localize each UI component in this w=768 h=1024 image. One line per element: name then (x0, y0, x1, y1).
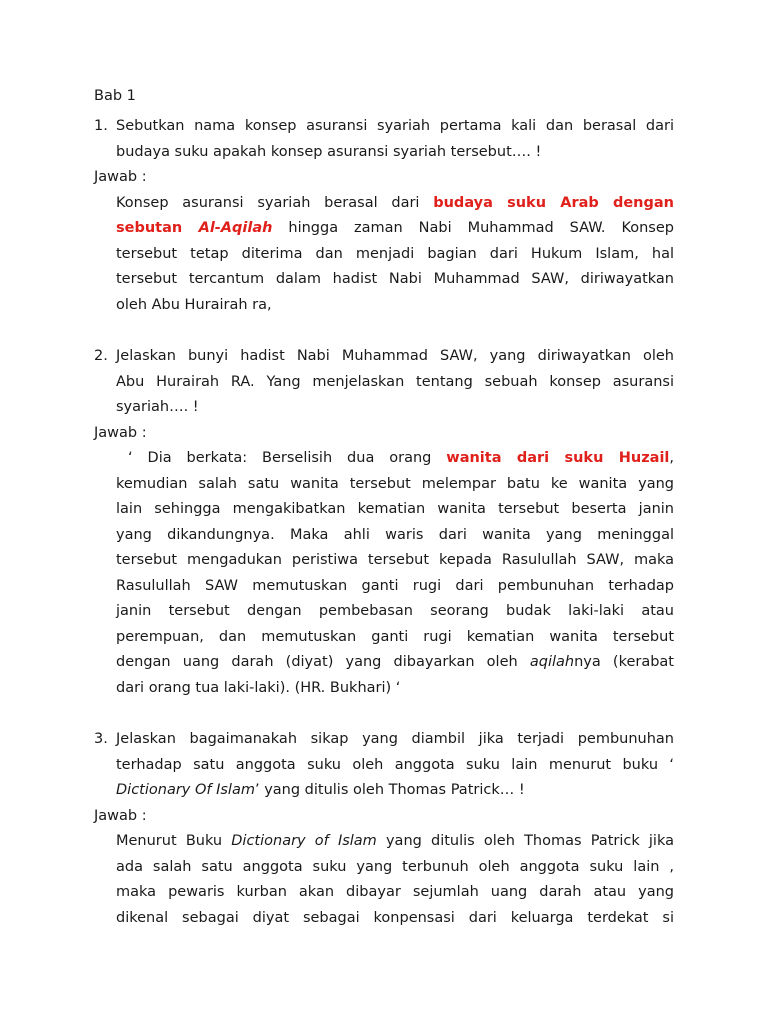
answer-1-label: Jawab : (94, 169, 147, 185)
question-3-number: 3. (94, 731, 108, 747)
answer-2-text: ‘ Dia berkata: Berselisih dua orang (128, 450, 447, 466)
answer-3-line-1 (116, 831, 674, 851)
answer-2-aqilah: aqilah (529, 654, 575, 670)
chapter-title: Bab 1 (94, 88, 136, 104)
answer-2-label: Jawab : (94, 425, 147, 441)
answer-2-highlight: wanita dari suku Huzail (446, 450, 670, 466)
answer-2-text-9: dengan uang darah (diyat) yang dibayarkan oleh (116, 654, 530, 670)
answer-2-line-9 (116, 652, 674, 672)
answer-3-line-3: maka pewaris kurban akan dibayar sejumlah uang darah atau yang (116, 884, 674, 900)
answer-1-highlight-cont: sebutan (116, 220, 199, 236)
answer-3-text-b: yang ditulis oleh Thomas Patrick jika (376, 833, 674, 849)
answer-2-line-1 (128, 448, 674, 468)
answer-1-line-3: tersebut tetap diterima dan menjadi bagian dari Hukum Islam, hal (116, 246, 674, 262)
answer-2-line-4: yang dikandungnya. Maka ahli waris dari wanita yang meninggal (116, 527, 674, 543)
answer-2-text-9b: nya (kerabat (574, 654, 674, 670)
answer-1-line-2 (116, 218, 674, 238)
question-2-number: 2. (94, 348, 108, 364)
answer-2-line-8: perempuan, dan memutuskan ganti rugi kematian wanita tersebut (116, 629, 674, 645)
question-1-number: 1. (94, 118, 108, 134)
answer-3-label: Jawab : (94, 808, 147, 824)
answer-3-line-2: ada salah satu anggota suku yang terbunuh oleh anggota suku lain , (116, 859, 674, 875)
answer-3-book-title: Dictionary of Islam (231, 833, 377, 849)
answer-1-text-cont: hingga zaman Nabi Muhammad SAW. Konsep (272, 220, 674, 236)
answer-2-line-2: kemudian salah satu wanita tersebut melempar batu ke wanita yang (116, 476, 674, 492)
question-2-line-2: Abu Hurairah RA. Yang menjelaskan tentang sebuah konsep asuransi (116, 374, 674, 390)
question-2-line-1: Jelaskan bunyi hadist Nabi Muhammad SAW, yang diriwayatkan oleh (116, 348, 674, 364)
answer-1-highlight: budaya suku Arab dengan (433, 195, 674, 211)
question-3-book-title: Dictionary Of Islam (116, 782, 255, 798)
answer-2-comma: , (669, 450, 674, 466)
answer-1-line-5: oleh Abu Hurairah ra, (116, 297, 272, 313)
question-1-line-2: budaya suku apakah konsep asuransi syariah tersebut…. ! (116, 144, 542, 160)
answer-2-line-7: janin tersebut dengan pembebasan seorang budak laki-laki atau (116, 603, 674, 619)
question-2-line-3: syariah…. ! (116, 399, 199, 415)
answer-1-highlight-term: Al-Aqilah (198, 220, 273, 236)
answer-2-line-10: dari orang tua laki-laki). (HR. Bukhari) ‘ (116, 680, 401, 696)
question-3-text: ’ yang ditulis oleh Thomas Patrick… ! (254, 782, 525, 798)
answer-1-line-1 (116, 193, 674, 213)
answer-2-line-5: tersebut mengadukan peristiwa tersebut kepada Rasulullah SAW, maka (116, 552, 674, 568)
answer-3-line-4: dikenal sebagai diyat sebagai konpensasi dari keluarga terdekat si (116, 910, 674, 926)
question-3-line-1: Jelaskan bagaimanakah sikap yang diambil jika terjadi pembunuhan (116, 731, 674, 747)
answer-2-line-3: lain sehingga mengakibatkan kematian wanita tersebut beserta janin (116, 501, 674, 517)
answer-2-line-6: Rasulullah SAW memutuskan ganti rugi dari pembunuhan terhadap (116, 578, 674, 594)
question-3-line-3 (116, 780, 525, 800)
answer-1-line-4: tersebut tercantum dalam hadist Nabi Muhammad SAW, diriwayatkan (116, 271, 674, 287)
answer-3-text: Menurut Buku (116, 833, 232, 849)
answer-1-text: Konsep asuransi syariah berasal dari (116, 195, 434, 211)
question-1-line-1: Sebutkan nama konsep asuransi syariah pertama kali dan berasal dari (116, 118, 674, 134)
question-3-line-2: terhadap satu anggota suku oleh anggota suku lain menurut buku ‘ (116, 757, 674, 773)
